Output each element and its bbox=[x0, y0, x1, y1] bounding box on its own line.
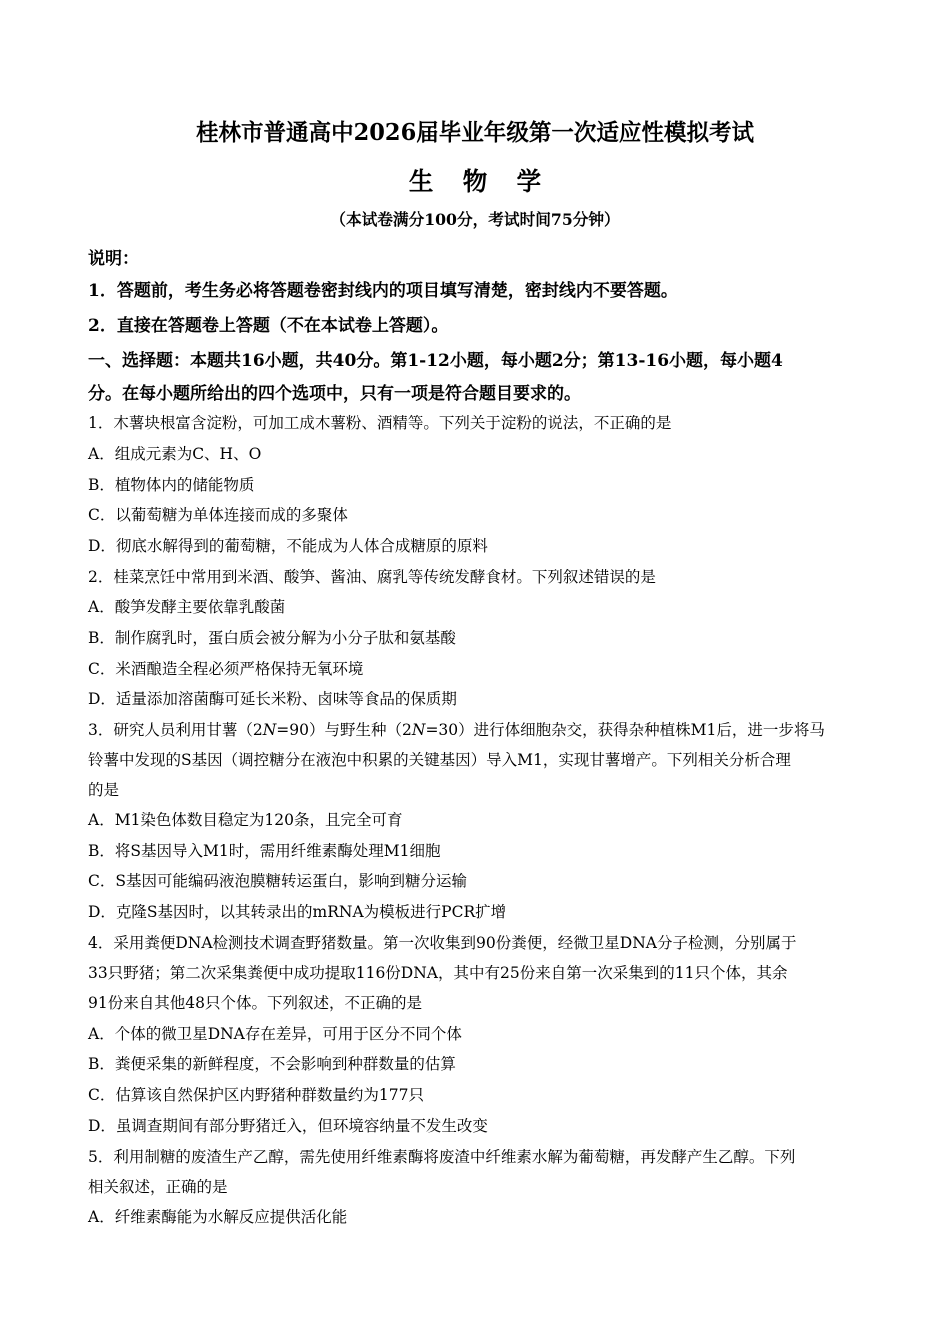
instruction-item-2: 2．直接在答题卷上答题（不在本试卷上答题）。 bbox=[88, 316, 449, 336]
q2-option-d: D．适量添加溶菌酶可延长米粉、卤味等食品的保质期 bbox=[88, 690, 457, 708]
section-1-line-2: 分。在每小题所给出的四个选项中，只有一项是符合题目要求的。 bbox=[88, 384, 581, 404]
exam-note: （本试卷满分100分，考试时间75分钟） bbox=[330, 210, 620, 229]
q1-option-a: A．组成元素为C、H、O bbox=[88, 445, 262, 463]
q3-stem-line-1 bbox=[88, 718, 878, 740]
q4-stem-line-1: 4．采用粪便DNA检测技术调查野猪数量。第一次收集到90份粪便，经微卫星DNA分子检测，分别属于 bbox=[88, 934, 797, 952]
q3-option-d: D．克隆S基因时，以其转录出的mRNA为模板进行PCR扩增 bbox=[88, 903, 507, 921]
q1-stem: 1．木薯块根富含淀粉，可加工成木薯粉、酒精等。下列关于淀粉的说法，不正确的是 bbox=[88, 414, 672, 432]
q4-option-c: C．估算该自然保护区内野猪种群数量约为177只 bbox=[88, 1086, 424, 1104]
q3-stem-italic-n: N bbox=[411, 721, 426, 739]
q2-option-c: C．米酒酿造全程必须严格保持无氧环境 bbox=[88, 660, 364, 678]
section-1-line-1: 一、选择题：本题共16小题，共40分。第1-12小题，每小题2分；第13-16小题，每小题4 bbox=[88, 351, 783, 371]
q4-stem-line-2: 33只野猪；第二次采集粪便中成功提取116份DNA，其中有25份来自第一次采集到的11只个体，其余 bbox=[88, 964, 788, 982]
q3-stem-italic-n: N bbox=[262, 721, 277, 739]
q2-stem: 2．桂菜烹饪中常用到米酒、酸笋、酱油、腐乳等传统发酵食材。下列叙述错误的是 bbox=[88, 568, 656, 586]
q3-stem-part: =90）与野生种（2 bbox=[276, 721, 412, 739]
q3-stem-part: 3．研究人员利用甘薯（2 bbox=[88, 721, 263, 739]
q2-option-a: A．酸笋发酵主要依靠乳酸菌 bbox=[88, 598, 286, 616]
q3-option-b: B．将S基因导入M1时，需用纤维素酶处理M1细胞 bbox=[88, 842, 441, 860]
q2-option-b: B．制作腐乳时，蛋白质会被分解为小分子肽和氨基酸 bbox=[88, 629, 456, 647]
q3-stem-part: =30）进行体细胞杂交，获得杂种植株M1后，进一步将马 bbox=[425, 721, 825, 739]
q4-option-b: B．粪便采集的新鲜程度，不会影响到种群数量的估算 bbox=[88, 1055, 456, 1073]
subject-title: 生物学 bbox=[408, 167, 571, 196]
instruction-item-1: 1．答题前，考生务必将答题卷密封线内的项目填写清楚，密封线内不要答题。 bbox=[88, 281, 678, 301]
q5-stem-line-1: 5．利用制糖的废渣生产乙醇，需先使用纤维素酶将废渣中纤维素水解为葡萄糖，再发酵产生乙醇。下列 bbox=[88, 1148, 796, 1166]
q4-option-a: A．个体的微卫星DNA存在差异，可用于区分不同个体 bbox=[88, 1025, 462, 1043]
q1-option-d: D．彻底水解得到的葡萄糖，不能成为人体合成糖原的原料 bbox=[88, 537, 488, 555]
q4-stem-line-3: 91份来自其他48只个体。下列叙述，不正确的是 bbox=[88, 994, 422, 1012]
q1-option-c: C．以葡萄糖为单体连接而成的多聚体 bbox=[88, 506, 348, 524]
q4-option-d: D．虽调查期间有部分野猪迁入，但环境容纳量不发生改变 bbox=[88, 1117, 488, 1135]
q3-option-a: A．M1染色体数目稳定为120条，且完全可育 bbox=[88, 811, 403, 829]
exam-title: 桂林市普通高中2026届毕业年级第一次适应性模拟考试 bbox=[195, 119, 754, 146]
q3-option-c: C．S基因可能编码液泡膜糖转运蛋白，影响到糖分运输 bbox=[88, 872, 467, 890]
q3-stem-line-3: 的是 bbox=[88, 781, 120, 799]
q3-stem-line-2: 铃薯中发现的S基因（调控糖分在液泡中积累的关键基因）导入M1，实现甘薯增产。下列相关分析合理 bbox=[88, 751, 791, 769]
q5-option-a: A．纤维素酶能为水解反应提供活化能 bbox=[88, 1208, 348, 1226]
instructions-heading: 说明： bbox=[88, 249, 139, 269]
q1-option-b: B．植物体内的储能物质 bbox=[88, 476, 255, 494]
q5-stem-line-2: 相关叙述，正确的是 bbox=[88, 1178, 228, 1196]
